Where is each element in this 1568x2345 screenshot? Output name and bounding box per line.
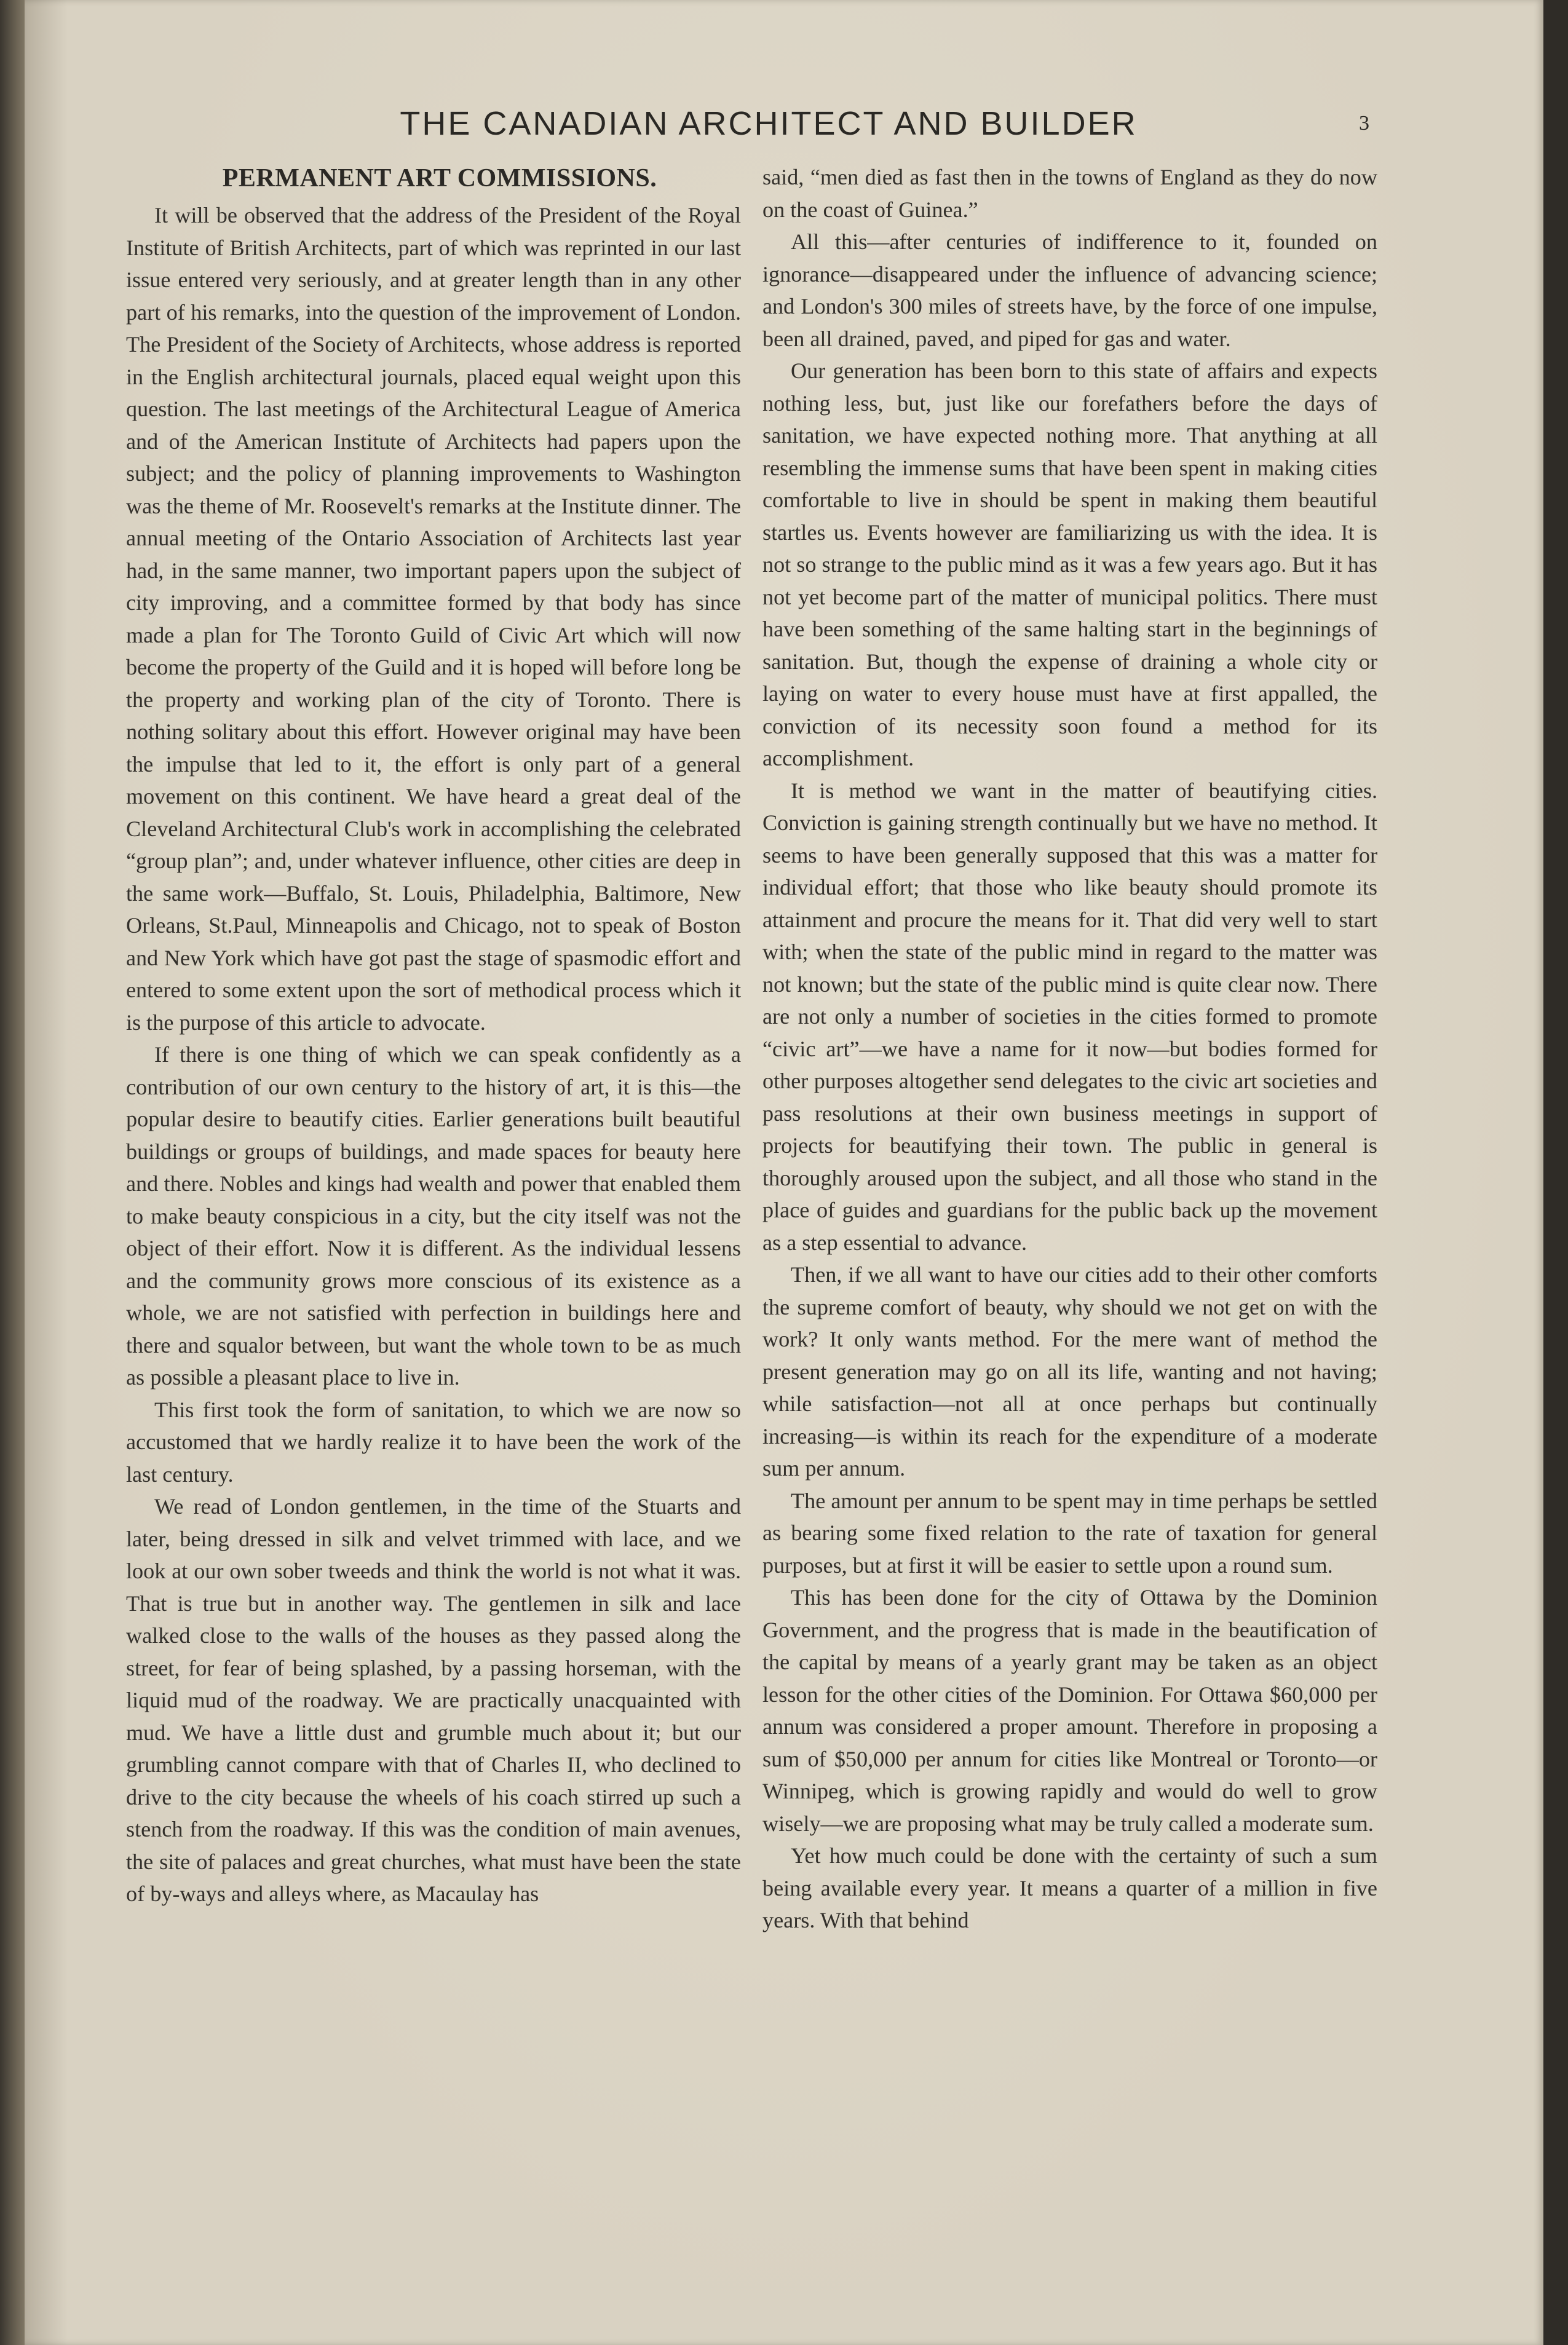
- paragraph: Yet how much could be done with the certainty of such a sum being available every year. It means a quarter of a million in five years. With that behind: [762, 1843, 1377, 1932]
- page: [25, 0, 1543, 2345]
- paragraph: All this—after centuries of indifference to it, founded on ignorance—disappeared under the influence of advancing science; and London's 300 miles of streets have, by the force of one impulse, been all drained, paved, and piped for gas and water.: [762, 229, 1377, 351]
- paragraph: This has been done for the city of Ottawa by the Dominion Government, and the progress that is made in the beautification of the capital by means of a yearly grant may be taken as an object lesson for the other cities of the Dominion. For Ottawa $60,000 per annum was considered a proper amount. Therefore in proposing a sum of $50,000 per annum for cities like Montreal or Toronto—or Winnipeg, which is growing rapidly and would do well to grow wisely—we are proposing what may be truly called a moderate sum.: [762, 1585, 1377, 1836]
- left-column: [126, 161, 741, 1910]
- right-column: [762, 161, 1377, 1937]
- paragraph: Our generation has been born to this state of affairs and expects nothing less, but, just like our forefathers before the days of sanitation, we have expected nothing more. That anything at all resembling the immense sums that have been spent in making cities comfortable to live in should be spent in making them beautiful startles us. Events however are familiarizing us with the idea. It is not so strange to the public mind as it was a few years ago. But it has not yet become part of the matter of municipal politics. There must have been something of the same halting start in the beginnings of sanitation. But, though the expense of draining a whole city or laying on water to every house must have at first appalled, the conviction of its necessity soon found a method for its accomplishment.: [762, 358, 1377, 770]
- running-head: [25, 105, 1543, 148]
- paragraph: The amount per annum to be spent may in time perhaps be settled as bearing some fixed relation to the rate of taxation for general purposes, but at first it will be easier to settle upon a round sum.: [762, 1488, 1377, 1578]
- journal-title: THE CANADIAN ARCHITECT AND BUILDER: [400, 105, 1138, 142]
- page-number: 3: [1359, 112, 1369, 135]
- paragraph: This first took the form of sanitation, to which we are now so accustomed that we hardly realize it to have been the work of the last century.: [126, 1397, 741, 1487]
- paragraph: We read of London gentlemen, in the time of the Stuarts and later, being dressed in silk and velvet trimmed with lace, and we look at our own sober tweeds and think the world is not what it was. That is true but in another way. The gentlemen in silk and lace walked close to the walls of the houses as they passed along the street, for fear of being splashed, by a passing horseman, with the liquid mud of the roadway. We are practically unacquainted with mud. We have a little dust and grumble much about it; but our grumbling cannot compare with that of Charles II, who declined to drive to the city because the wheels of his coach stirred up such a stench from the roadway. If this was the condition of main avenues, the site of palaces and great churches, what must have been the state of by-ways and alleys where, as Macaulay has: [126, 1494, 741, 1906]
- article-title: PERMANENT ART COMMISSIONS.: [222, 164, 657, 192]
- paragraph: It will be observed that the address of the President of the Royal Institute of British Architects, part of which was reprinted in our last issue entered very seriously, and at greater length than in any other part of his remarks, into the question of the improvement of London. The President of the Society of Architects, whose address is reported in the English architectural journals, placed equal weight upon this question. The last meetings of the Architectural League of America and of the American Institute of Architects had papers upon the subject; and the policy of planning improvements to Washington was the theme of Mr. Roosevelt's remarks at the Institute dinner. The annual meeting of the Ontario Association of Architects last year had, in the same manner, two important papers upon the subject of city improving, and a committee formed by that body has since made a plan for The Toronto Guild of Civic Art which will now become the property of the Guild and it is hoped will before long be the property and working plan of the city of Toronto. There is nothing solitary about this effort. However original may have been the impulse that led to it, the effort is only part of a general movement on this continent. We have heard a great deal of the Cleveland Architectural Club's work in accomplishing the celebrated “group plan”; and, under whatever influence, other cities are deep in the same work—Buffalo, St. Louis, Philadelphia, Baltimore, New Orleans, St.Paul, Minneapolis and Chicago, not to speak of Boston and New York which have got past the stage of spasmodic effort and entered to some extent upon the sort of methodical process which it is the purpose of this article to advocate.: [126, 203, 741, 1035]
- paragraph: Then, if we all want to have our cities add to their other comforts the supreme comfort of beauty, why should we not get on with the work? It only wants method. For the mere want of method the present generation may go on all its life, wanting and not having; while satisfaction—not all at once perhaps but continually increasing—is within its reach for the expenditure of a moderate sum per annum.: [762, 1262, 1377, 1481]
- paragraph: It is method we want in the matter of beautifying cities. Conviction is gaining strength continually but we have no method. It seems to have been generally supposed that this was a matter for individual effort; that those who like beauty should promote its attainment and procure the means for it. That did very well to start with; when the state of the public mind in regard to the matter was not known; but the state of the public mind is quite clear now. There are not only a number of societies in the cities formed to promote “civic art”—we have a name for it now—but bodies formed for other purposes altogether send delegates to the civic art societies and pass resolutions at their own business meetings in support of projects for beautifying their town. The public in general is thoroughly aroused upon the subject, and all those who stand in the place of guides and guardians for the public back up the movement as a step essential to advance.: [762, 778, 1377, 1255]
- paragraph: said, “men died as fast then in the towns of England as they do now on the coast of Guinea.”: [762, 165, 1377, 222]
- paragraph: If there is one thing of which we can speak confidently as a contribution of our own century to the history of art, it is this—the popular desire to beautify cities. Earlier generations built beautiful buildings or groups of buildings, and made spaces for beauty here and there. Nobles and kings had wealth and power that enabled them to make beauty conspicious in a city, but the city itself was not the object of their effort. Now it is different. As the individual lessens and the community grows more conscious of its existence as a whole, we are not satisfied with perfection in buildings here and there and squalor between, but want the whole town to be as much as possible a pleasant place to live in.: [126, 1042, 741, 1390]
